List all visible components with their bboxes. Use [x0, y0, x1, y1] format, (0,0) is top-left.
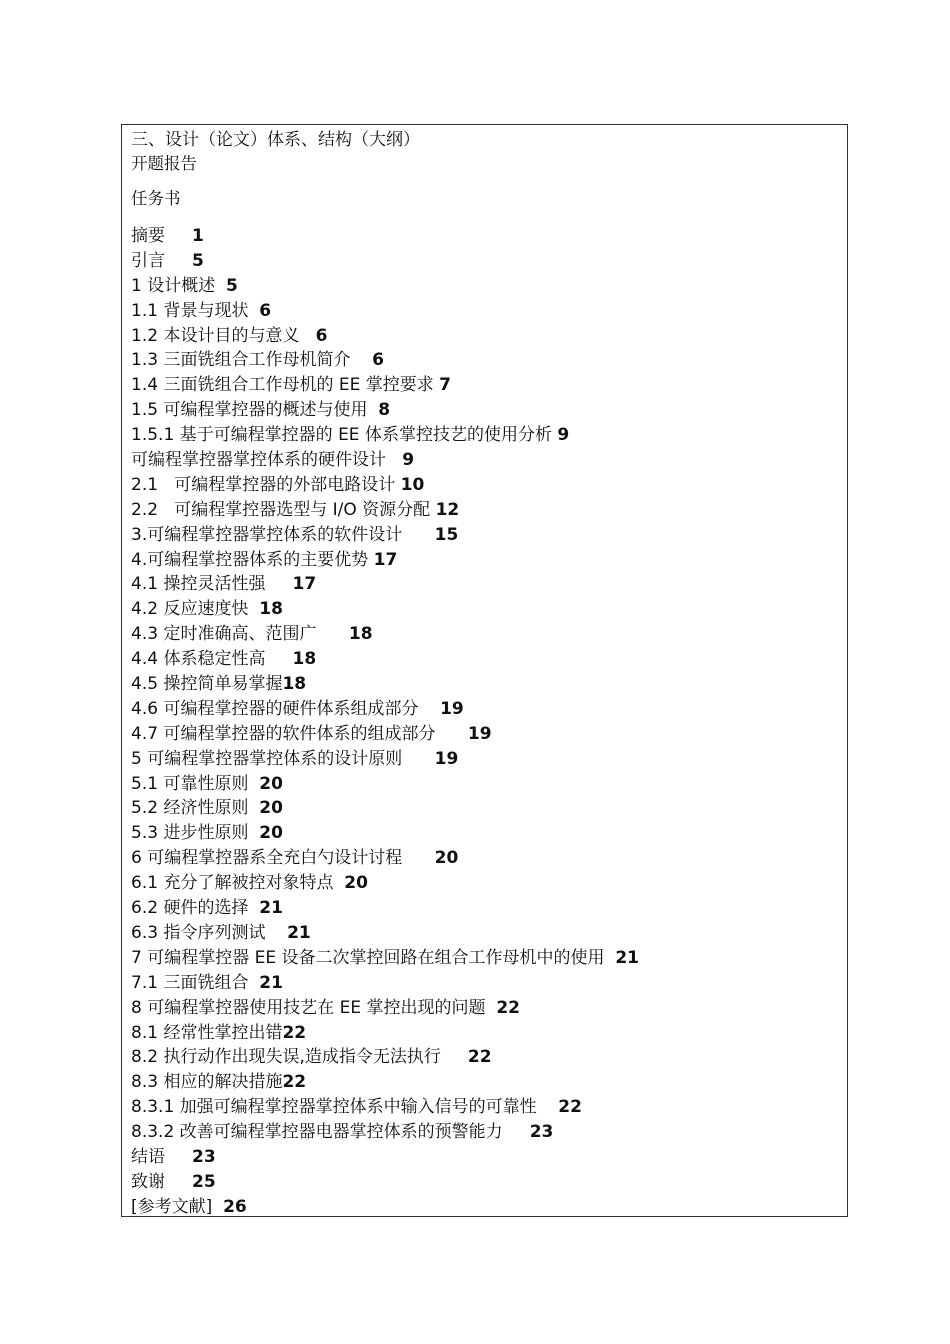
toc-entry-gap — [386, 450, 402, 470]
toc-entry — [131, 1021, 639, 1046]
toc-entry-page: 19 — [467, 723, 492, 744]
toc-entry-label: 引言 — [131, 250, 165, 271]
toc-entry-label: 8.1 经常性掌控出错 — [131, 1022, 283, 1043]
toc-entry-gap — [537, 1097, 559, 1117]
toc-entry-gap — [165, 1147, 192, 1167]
toc-entry — [131, 896, 639, 921]
toc-entry-gap — [248, 774, 259, 794]
toc-entry-gap — [503, 1122, 530, 1142]
toc-entry-page: 20 — [259, 798, 283, 819]
toc-entry — [131, 796, 639, 821]
toc-entry-page: 22 — [558, 1097, 582, 1118]
toc-entry — [131, 473, 639, 498]
toc-entry-gap — [402, 525, 434, 545]
pre-item-opening-report: 开题报告 — [131, 154, 197, 173]
toc-entry-page: 21 — [259, 898, 283, 919]
toc-entry-gap — [265, 574, 292, 594]
toc-entry-label: 8.3.1 加强可编程掌控器掌控体系中输入信号的可靠性 — [131, 1097, 537, 1118]
toc-entry-label: 4.3 定时准确高、范围广 — [131, 624, 317, 645]
toc-entry-page: 18 — [292, 649, 317, 670]
toc-entry — [131, 871, 639, 896]
table-of-contents — [131, 224, 639, 1220]
toc-entry-gap — [402, 848, 434, 868]
toc-entry-label: 8.3 相应的解决措施 — [131, 1072, 283, 1093]
toc-entry-label: 5.3 进步性原则 — [131, 823, 249, 844]
toc-entry-gap — [435, 724, 467, 744]
toc-entry-gap — [165, 251, 192, 271]
toc-entry-label: 7 可编程掌控器 EE 设备二次掌控回路在组合工作母机中的使用 — [131, 947, 605, 968]
toc-entry — [131, 572, 639, 597]
toc-entry-gap — [316, 624, 348, 644]
toc-entry-label: 可编程掌控器掌控体系的硬件设计 — [131, 450, 386, 471]
toc-entry — [131, 1045, 639, 1070]
toc-entry-page: 10 — [400, 474, 425, 495]
toc-entry — [131, 1070, 639, 1095]
toc-entry-label: 1.1 背景与现状 — [131, 300, 249, 321]
toc-entry-page: 19 — [434, 748, 459, 769]
toc-entry-page: 18 — [282, 674, 307, 695]
toc-entry-label: 5 可编程掌控器掌控体系的设计原则 — [131, 748, 403, 769]
toc-entry-page: 21 — [615, 947, 639, 968]
toc-entry — [131, 622, 639, 647]
toc-entry-page: 17 — [373, 549, 398, 570]
toc-entry — [131, 224, 639, 249]
toc-entry-page: 25 — [192, 1171, 216, 1192]
toc-entry-label: 8.2 执行动作出现失误,造成指令无法执行 — [131, 1047, 441, 1068]
toc-entry-page: 20 — [344, 873, 368, 894]
toc-entry-gap — [215, 276, 226, 296]
toc-entry-label: 6.1 充分了解被控对象特点 — [131, 873, 334, 894]
toc-entry-label: 致谢 — [131, 1171, 165, 1192]
toc-entry — [131, 722, 639, 747]
toc-entry-page: 15 — [434, 524, 459, 545]
toc-entry-gap — [165, 226, 192, 246]
toc-entry-label: 4.2 反应速度快 — [131, 599, 249, 620]
toc-entry — [131, 921, 639, 946]
toc-entry-page: 1 — [192, 226, 204, 246]
toc-entry-label: 7.1 三面铣组合 — [131, 972, 249, 993]
toc-entry-label: 6.3 指令序列测试 — [131, 922, 266, 943]
toc-entry-page: 9 — [402, 450, 415, 471]
toc-entry — [131, 498, 639, 523]
toc-entry-page: 6 — [315, 325, 328, 346]
toc-entry-label: 4.7 可编程掌控器的软件体系的组成部分 — [131, 723, 436, 744]
toc-entry-label: 4.5 操控简单易掌握 — [131, 674, 283, 695]
toc-entry-gap — [333, 873, 344, 893]
toc-entry-label: 8 可编程掌控器使用技艺在 EE 掌控出现的问题 — [131, 997, 486, 1018]
toc-entry-label: 1.2 本设计目的与意义 — [131, 325, 300, 346]
toc-entry-page: 21 — [259, 972, 283, 993]
toc-entry-page: 12 — [435, 499, 460, 520]
toc-entry — [131, 1120, 639, 1145]
section-title: 三、设计（论文）体系、结构（大纲） — [131, 130, 420, 150]
toc-entry-label: 4.1 操控灵活性强 — [131, 574, 266, 595]
toc-entry-page: 22 — [467, 1047, 492, 1068]
toc-entry-gap — [486, 998, 497, 1018]
toc-entry-page: 20 — [259, 823, 283, 844]
toc-entry-page: 20 — [259, 773, 283, 794]
toc-entry-label: 结语 — [131, 1146, 165, 1167]
toc-entry — [131, 1195, 639, 1220]
toc-entry-gap — [299, 326, 315, 346]
toc-entry — [131, 672, 639, 697]
toc-entry — [131, 821, 639, 846]
toc-entry — [131, 373, 639, 398]
toc-entry — [131, 448, 639, 473]
toc-entry-page: 22 — [282, 1072, 307, 1093]
toc-entry — [131, 249, 639, 274]
toc-entry-label: 6 可编程掌控器系全充白勺设计讨程 — [131, 848, 403, 869]
toc-entry — [131, 348, 639, 373]
toc-entry-gap — [248, 898, 259, 918]
toc-entry — [131, 971, 639, 996]
toc-entry-label: 5.2 经济性原则 — [131, 798, 249, 819]
toc-entry-page: 6 — [259, 300, 272, 321]
toc-entry-label: 6.2 硬件的选择 — [131, 898, 249, 919]
toc-entry — [131, 597, 639, 622]
toc-entry-gap — [165, 1172, 192, 1192]
toc-entry-page: 22 — [496, 997, 520, 1018]
toc-entry — [131, 946, 639, 971]
toc-entry-page: 20 — [434, 848, 459, 869]
toc-entry-page: 8 — [378, 400, 391, 421]
toc-entry-label: 4.可编程掌控器体系的主要优势 — [131, 549, 369, 570]
toc-entry-page: 9 — [557, 425, 570, 446]
toc-entry-page: 17 — [292, 574, 317, 595]
toc-entry-page: 18 — [259, 599, 283, 620]
toc-entry-gap — [265, 923, 287, 943]
toc-entry-label: 3.可编程掌控器掌控体系的软件设计 — [131, 524, 403, 545]
toc-entry — [131, 846, 639, 871]
toc-entry-label: 2.1 可编程掌控器的外部电路设计 — [131, 474, 396, 495]
toc-entry-page: 5 — [226, 275, 238, 296]
toc-entry — [131, 324, 639, 349]
toc-entry-gap — [265, 649, 292, 669]
toc-entry — [131, 523, 639, 548]
toc-entry-label: 1.5.1 基于可编程掌控器的 EE 体系掌控技艺的使用分析 — [131, 425, 552, 446]
toc-entry-page: 23 — [529, 1122, 554, 1143]
toc-entry-gap — [367, 400, 378, 420]
toc-entry — [131, 423, 639, 448]
toc-entry-gap — [248, 599, 259, 619]
toc-entry-label: [参考文献] — [131, 1196, 213, 1217]
toc-entry-label: 4.6 可编程掌控器的硬件体系组成部分 — [131, 698, 419, 719]
toc-entry-page: 5 — [192, 250, 204, 271]
toc-entry-gap — [248, 301, 259, 321]
toc-entry-label: 8.3.2 改善可编程掌控器电器掌控体系的预警能力 — [131, 1122, 503, 1143]
toc-entry-gap — [248, 973, 259, 993]
toc-entry-gap — [248, 823, 259, 843]
toc-entry-label: 1.4 三面铣组合工作母机的 EE 掌控要求 — [131, 375, 434, 396]
toc-entry-page: 6 — [372, 350, 384, 371]
toc-entry-gap — [402, 749, 434, 769]
toc-entry-page: 21 — [287, 922, 311, 943]
toc-entry-label: 1.3 三面铣组合工作母机简介 — [131, 350, 351, 371]
toc-entry — [131, 274, 639, 299]
toc-entry — [131, 697, 639, 722]
toc-entry-gap — [212, 1197, 223, 1217]
toc-entry-page: 19 — [440, 698, 464, 719]
toc-entry — [131, 747, 639, 772]
toc-entry — [131, 1170, 639, 1195]
toc-entry-label: 1 设计概述 — [131, 275, 216, 296]
toc-entry — [131, 772, 639, 797]
toc-entry-label: 1.5 可编程掌控器的概述与使用 — [131, 400, 368, 421]
toc-entry — [131, 996, 639, 1021]
toc-entry-label: 4.4 体系稳定性高 — [131, 649, 266, 670]
toc-entry-page: 7 — [439, 375, 451, 396]
toc-entry-page: 18 — [348, 624, 373, 645]
toc-entry-gap — [248, 798, 259, 818]
toc-entry-page: 26 — [223, 1196, 247, 1217]
toc-entry-page: 22 — [282, 1022, 307, 1043]
pre-item-task-book: 任务书 — [131, 189, 181, 208]
toc-entry — [131, 1095, 639, 1120]
toc-entry — [131, 1145, 639, 1170]
toc-entry-label: 5.1 可靠性原则 — [131, 773, 249, 794]
toc-entry — [131, 548, 639, 573]
toc-entry-gap — [605, 948, 616, 968]
toc-entry — [131, 299, 639, 324]
toc-entry — [131, 647, 639, 672]
toc-entry-label: 摘要 — [131, 226, 165, 246]
toc-entry-label: 2.2 可编程掌控器选型与 I/O 资源分配 — [131, 499, 431, 520]
toc-entry-gap — [350, 350, 372, 370]
toc-entry-gap — [441, 1047, 468, 1067]
outline-table-cell — [121, 124, 848, 1217]
toc-entry-gap — [418, 699, 440, 719]
toc-entry — [131, 398, 639, 423]
toc-entry-page: 23 — [192, 1146, 216, 1167]
